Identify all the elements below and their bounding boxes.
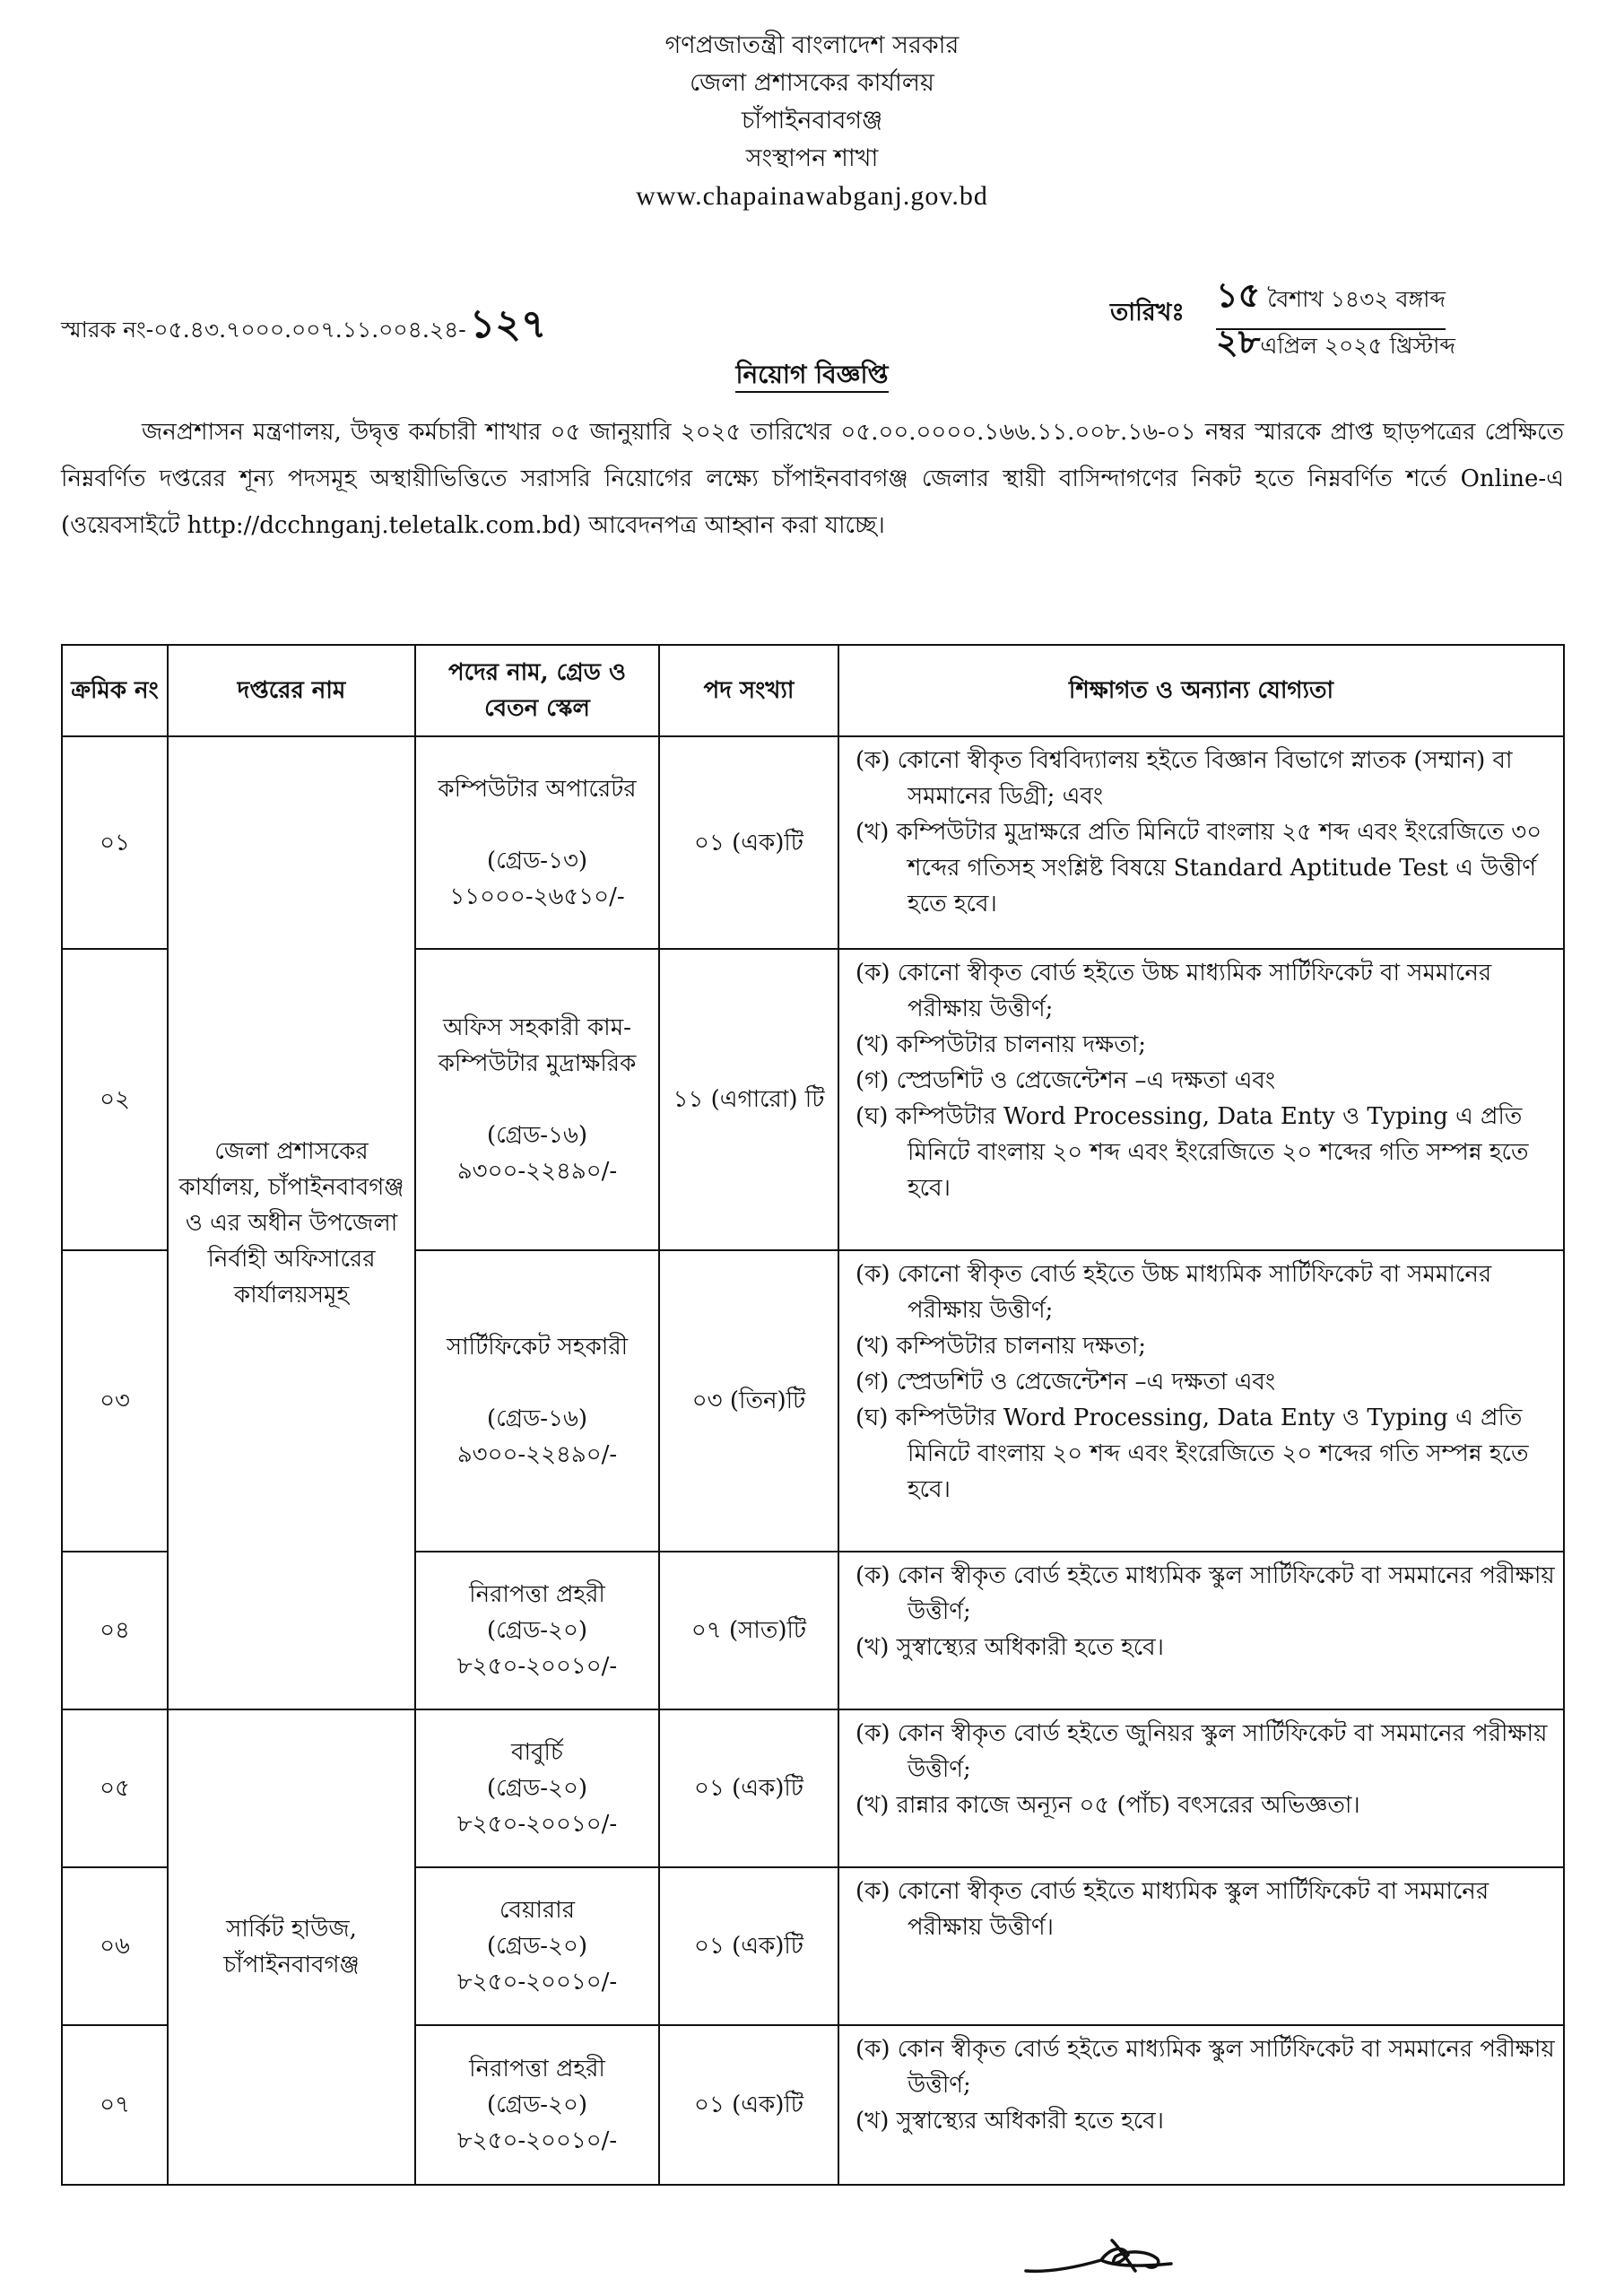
intro-text: জনপ্রশাসন মন্ত্রণালয়, উদ্বৃত্ত কর্মচারী শাখার ০৫ জানুয়ারি ২০২৫ তারিখের ০৫.০০.০০০০.১৬৬.১১.০০৮.১৬-০১ নম্বর স্মারকে প্রাপ্ত ছাড়পত্রের প্রেক্ষিতে নিম্নবর্ণিত দপ্তরের শূন্য পদসমূহ অস্থায়ীভিত্তিতে সরাসরি নিয়োগের লক্ষ্যে চাঁপাইনবাবগঞ্জ জেলার স্থায়ী বাসিন্দাগণের নিকট হতে নিম্নবর্ণিত শর্তে Online-এ (ওয়েবসাইটে http://dcchnganj.teletalk.com.bd) আবেদনপত্র আহ্বান করা যাচ্ছে। [61,419,1564,539]
post-cell [415,1709,659,1867]
qualification-item: (খ) সুস্বাস্থ্যের অধিকারী হতে হবে। [855,1634,1164,1661]
serial-cell: ০৬ [62,1867,168,2025]
bangla-day-handwritten: ১৫ [1216,275,1261,315]
post-grade: (গ্রেড-১৬) [486,1405,587,1432]
post-grade: (গ্রেড-২০) [486,1617,588,1644]
qualification-cell [838,1709,1564,1867]
qualification-item: (ক) কোনো স্বীকৃত বোর্ড হইতে উচ্চ মাধ্যমিক সার্টিফিকেট বা সমমানের পরীক্ষায় উত্তীর্ণ; [855,1261,1492,1324]
qualification-item: (খ) রান্নার কাজে অন্যূন ০৫ (পাঁচ) বৎসরের অভিজ্ঞতা। [855,1792,1360,1819]
qualification-cell [838,1867,1564,2025]
post-grade: (গ্রেড-১৬) [486,1122,587,1149]
memo-prefix: স্মারক নং-০৫.৪৩.৭০০০.০০৭.১১.০০৪.২৪- [61,317,466,343]
serial-cell: ০২ [62,949,168,1250]
office-cell: জেলা প্রশাসকের কার্যালয়, চাঁপাইনবাবগঞ্জ ও এর অধীন উপজেলা নির্বাহী অফিসারের কার্যালয়সমূহ [168,736,415,1709]
post-scale: ৮২৫০-২০০১০/- [456,1811,618,1838]
signature-icon [1022,2231,1175,2285]
qualification-item: (ক) কোনো স্বীকৃত বিশ্ববিদ্যালয় হইতে বিজ্ঞান বিভাগে স্নাতক (সম্মান) বা সমমানের ডিগ্রী; এবং [855,747,1513,810]
post-cell [415,2025,659,2185]
qualification-item: (ক) কোন স্বীকৃত বোর্ড হইতে জুনিয়র স্কুল সার্টিফিকেট বা সমমানের পরীক্ষায় উত্তীর্ণ; [855,1720,1548,1783]
header-post: পদের নাম, গ্রেড ও বেতন স্কেল [415,645,659,736]
serial-cell: ০৫ [62,1709,168,1867]
qualification-item: (ক) কোন স্বীকৃত বোর্ড হইতে মাধ্যমিক স্কুল সার্টিফিকেট বা সমমানের পরীক্ষায় উত্তীর্ণ; [855,1562,1555,1625]
english-month-year: এপ্রিল ২০২৫ খ্রিস্টাব্দ [1260,333,1455,359]
post-name: কম্পিউটার অপারেটর [438,775,637,803]
count-cell: ০১ (এক)টি [659,2025,838,2185]
count-cell: ০১ (এক)টি [659,1709,838,1867]
intro-paragraph [61,409,1564,549]
bangla-month-year: বৈশাখ ১৪৩২ বঙ্গাব্দ [1267,286,1446,312]
header-count: পদ সংখ্যা [659,645,838,736]
table-header-row [62,645,1564,736]
qualification-item: (খ) কম্পিউটার চালনায় দক্ষতা; [855,1031,1147,1058]
count-cell: ০৩ (তিন)টি [659,1250,838,1552]
office-name: জেলা প্রশাসকের কার্যালয় [690,69,934,97]
qualification-item: (ঘ) কম্পিউটার Word Processing, Data Enty ও Typing এ প্রতি মিনিটে বাংলায় ২০ শব্দ এবং ইংরেজিতে ২০ শব্দের গতি সম্পন্ন হতে হবে। [855,1103,1529,1202]
qualification-item: (ক) কোনো স্বীকৃত বোর্ড হইতে মাধ্যমিক স্কুল সার্টিফিকেট বা সমমানের পরীক্ষায় উত্তীর্ণ। [855,1878,1489,1941]
post-grade: (গ্রেড-২০) [486,2092,588,2118]
count-cell: ১১ (এগারো) টি [659,949,838,1250]
post-scale: ৮২৫০-২০০১০/- [456,1653,618,1680]
qualification-item: (খ) কম্পিউটার চালনায় দক্ষতা; [855,1333,1147,1360]
count-cell: ০১ (এক)টি [659,736,838,949]
english-day-handwritten: ২৮ [1216,322,1261,361]
serial-cell: ০৪ [62,1552,168,1709]
post-scale: ৮২৫০-২০০১০/- [456,2127,618,2154]
section-name: সংস্থাপন শাখা [745,144,879,172]
post-name: নিরাপত্তা প্রহরী [469,2056,605,2083]
post-scale: ৯৩০০-২২৪৯০/- [456,1441,618,1468]
post-cell [415,1250,659,1552]
post-name: অফিস সহকারী কাম-কম্পিউটার মুদ্রাক্ষরিক [438,1014,637,1077]
post-name: বেয়ারার [499,1897,576,1924]
date-label: তারিখঃ [1110,299,1185,326]
post-scale: ৯৩০০-২২৪৯০/- [456,1158,618,1185]
table-row [62,736,1564,949]
post-cell [415,736,659,949]
count-cell: ০১ (এক)টি [659,1867,838,2025]
office-cell: সার্কিট হাউজ, চাঁপাইনবাবগঞ্জ [168,1709,415,2185]
qualification-item: (খ) সুস্বাস্থ্যের অধিকারী হতে হবে। [855,2108,1164,2135]
notice-title: নিয়োগ বিজ্ঞপ্তি [0,355,1624,397]
post-grade: (গ্রেড-২০) [486,1933,588,1960]
qualification-item: (গ) স্প্রেডশিট ও প্রেজেন্টেশন –এ দক্ষতা এবং [855,1369,1276,1396]
table-row [62,1709,1564,1867]
post-name: নিরাপত্তা প্রহরী [469,1581,605,1608]
qualification-item: (গ) স্প্রেডশিট ও প্রেজেন্টেশন –এ দক্ষতা এবং [855,1067,1276,1094]
letterhead [0,27,1624,215]
post-cell [415,949,659,1250]
post-name: বাবুর্চি [511,1739,563,1766]
memo-handwritten-number: ১২৭ [469,301,547,347]
qualification-cell [838,1552,1564,1709]
count-cell: ০৭ (সাত)টি [659,1552,838,1709]
header-office: দপ্তরের নাম [168,645,415,736]
qualification-cell [838,1250,1564,1552]
qualification-item: (ঘ) কম্পিউটার Word Processing, Data Enty ও Typing এ প্রতি মিনিটে বাংলায় ২০ শব্দ এবং ইংরেজিতে ২০ শব্দের গতি সম্পন্ন হতে হবে। [855,1405,1529,1503]
website-link[interactable]: www.chapainawabganj.gov.bd [636,181,988,211]
post-cell [415,1552,659,1709]
memo-number [61,294,547,360]
serial-cell: ০৭ [62,2025,168,2185]
post-scale: ১১০০০-২৬৫১০/- [449,883,625,910]
qualification-item: (ক) কোনো স্বীকৃত বোর্ড হইতে উচ্চ মাধ্যমিক সার্টিফিকেট বা সমমানের পরীক্ষায় উত্তীর্ণ; [855,960,1492,1022]
serial-cell: ০৩ [62,1250,168,1552]
post-scale: ৮২৫০-২০০১০/- [456,1969,618,1996]
header-qualification: শিক্ষাগত ও অন্যান্য যোগ্যতা [838,645,1564,736]
post-name: সার্টিফিকেট সহকারী [446,1334,629,1361]
qualification-cell [838,949,1564,1250]
qualification-item: (ক) কোন স্বীকৃত বোর্ড হইতে মাধ্যমিক স্কুল সার্টিফিকেট বা সমমানের পরীক্ষায় উত্তীর্ণ; [855,2036,1555,2099]
post-cell [415,1867,659,2025]
vacancy-table [61,644,1565,2186]
serial-cell: ০১ [62,736,168,949]
district-name: চাঁপাইনবাবগঞ্জ [741,107,883,135]
post-grade: (গ্রেড-১৩) [486,847,587,874]
qualification-cell [838,736,1564,949]
qualification-item: (খ) কম্পিউটার মুদ্রাক্ষরে প্রতি মিনিটে বাংলায় ২৫ শব্দ এবং ইংরেজিতে ৩০ শব্দের গতিসহ সংশ্লিষ্ট বিষয়ে Standard Aptitude Test এ উত্তীর্ণ হতে হবে। [855,819,1542,918]
post-grade: (গ্রেড-২০) [486,1775,588,1802]
govt-name: গণপ্রজাতন্ত্রী বাংলাদেশ সরকার [664,31,960,59]
header-serial: ক্রমিক নং [62,645,168,736]
qualification-cell [838,2025,1564,2185]
